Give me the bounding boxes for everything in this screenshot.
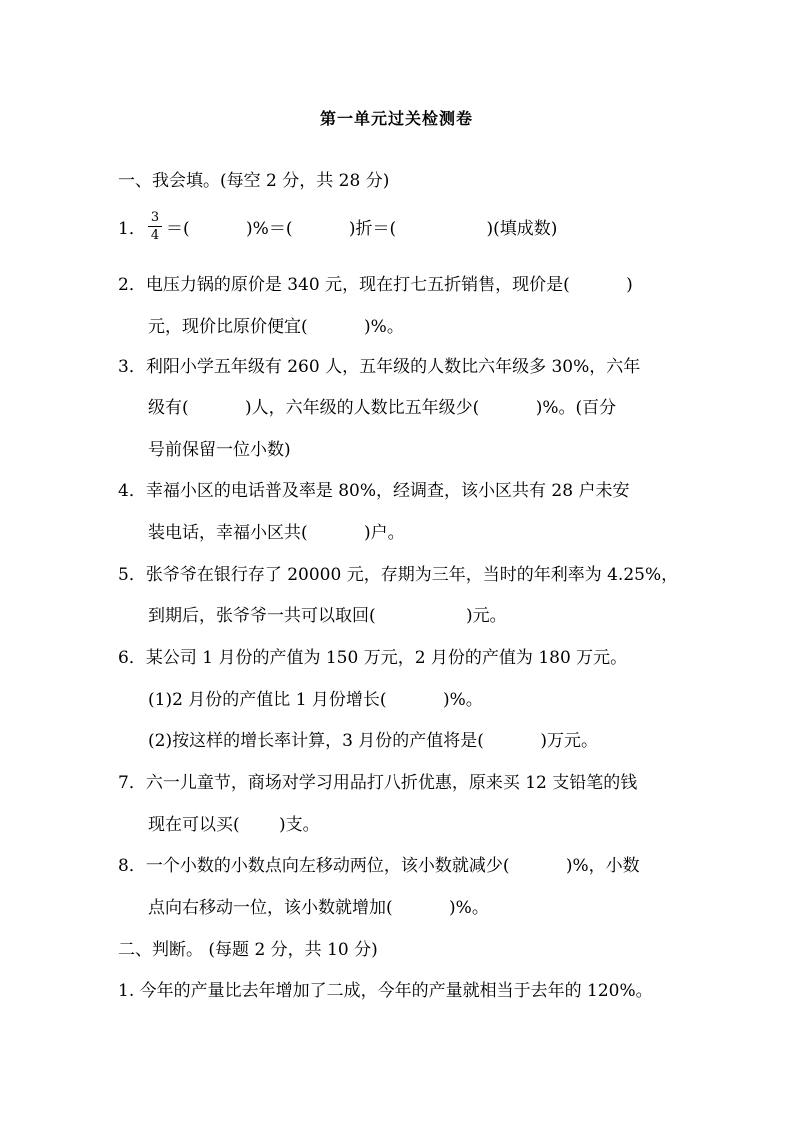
q3-line-3: 号前保留一位小数) xyxy=(148,440,291,460)
q7-line-1: 7．六一儿童节，商场对学习用品打八折优惠，原来买 12 支铅笔的钱 xyxy=(118,773,638,793)
q1-number: 1． xyxy=(118,219,146,239)
fraction-three-quarters xyxy=(148,210,162,243)
q5-line-2: 到期后，张爷爷一共可以取回( )元。 xyxy=(148,606,507,626)
fraction-bar xyxy=(148,226,162,227)
q4-line-1: 4．幸福小区的电话普及率是 80%，经调查，该小区共有 28 户未安 xyxy=(118,481,630,501)
q3-line-2: 级有( )人，六年级的人数比五年级少( )%。(百分 xyxy=(148,398,617,418)
q6-sub-1: (1)2 月份的产值比 1 月份增长( )%。 xyxy=(148,690,483,710)
judgement-1: 1. 今年的产量比去年增加了二成，今年的产量就相当于去年的 120%。 xyxy=(118,981,653,1001)
q8-line-2: 点向右移动一位，该小数就增加( )%。 xyxy=(148,898,489,918)
q8-line-1: 8．一个小数的小数点向左移动两位，该小数就减少( )%，小数 xyxy=(118,856,640,876)
q1-text: ＝( )%＝( )折＝( )(填成数) xyxy=(166,219,558,239)
q3-line-1: 3．利阳小学五年级有 260 人，五年级的人数比六年级多 30%，六年 xyxy=(118,357,641,377)
q6-line-1: 6．某公司 1 月份的产值为 150 万元，2 月份的产值为 180 万元。 xyxy=(118,648,628,668)
section-1-heading: 一、我会填。(每空 2 分，共 28 分) xyxy=(118,171,390,191)
q4-line-2: 装电话，幸福小区共( )户。 xyxy=(148,523,405,543)
section-2-heading: 二、判断。 (每题 2 分，共 10 分) xyxy=(118,940,378,960)
fraction-numerator: 3 xyxy=(150,210,160,225)
page-title: 第一单元过关检测卷 xyxy=(319,109,473,128)
q2-line-2: 元，现价比原价便宜( )%。 xyxy=(148,317,404,337)
q6-sub-2: (2)按这样的增长率计算，3 月份的产值将是( )万元。 xyxy=(148,731,598,751)
q7-line-2: 现在可以买( )支。 xyxy=(148,815,320,835)
fraction-denominator: 4 xyxy=(150,228,160,243)
q5-line-1: 5．张爷爷在银行存了 20000 元，存期为三年，当时的年利率为 4.25%， xyxy=(118,565,679,585)
q2-line-1: 2．电压力锅的原价是 340 元，现在打七五折销售，现价是( ) xyxy=(118,275,633,295)
